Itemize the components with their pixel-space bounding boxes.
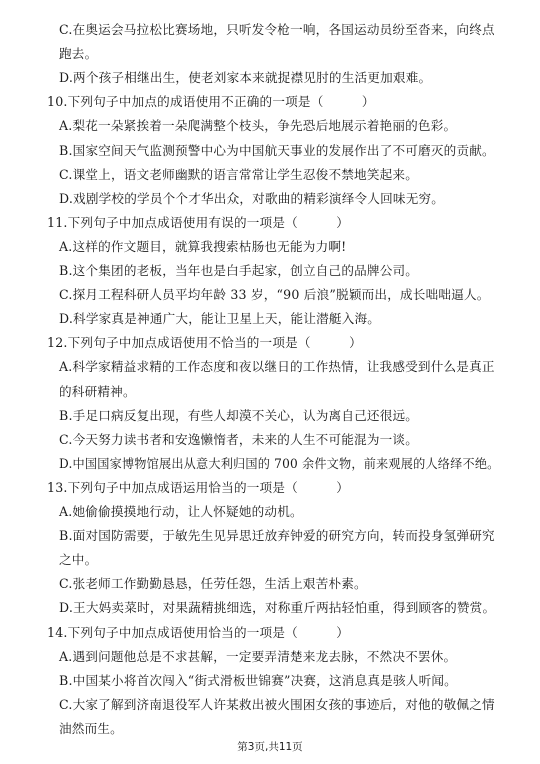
answer-option: C.今天努力读书者和安逸懒惰者，未来的人生不可能混为一谈。 <box>59 431 419 447</box>
text-continuation: 油然而生。 <box>59 720 123 736</box>
answer-option: A.梨花一朵紧挨着一朵爬满整个枝头，争先恐后地展示着艳丽的色彩。 <box>59 118 457 134</box>
text-continuation: 跑去。 <box>59 46 98 62</box>
question-stem: 14.下列句子中加点成语使用恰当的一项是（ ） <box>47 624 350 640</box>
answer-option: C.张老师工作勤勤恳恳，任劳任怨，生活上艰苦朴素。 <box>59 576 367 592</box>
answer-option: B.手足口病反复出现，有些人却漠不关心，认为离自己还很远。 <box>59 407 419 423</box>
answer-option: D.戏剧学校的学员个个才华出众，对歌曲的精彩演绎令人回味无穷。 <box>59 190 445 206</box>
answer-option: D.中国国家博物馆展出从意大利归国的 700 余件文物，前来观展的人络绎不绝。 <box>59 455 500 471</box>
question-stem: 12.下列句子中加点成语使用不恰当的一项是（ ） <box>47 335 362 351</box>
text-continuation: 的科研精神。 <box>59 383 136 399</box>
answer-option: D.王大妈卖菜时，对果蔬精挑细选，对称重斤两拈轻怕重，得到顾客的赞赏。 <box>59 600 496 616</box>
question-stem: 13.下列句子中加点成语运用恰当的一项是（ ） <box>47 479 350 495</box>
answer-option: B.国家空间天气监测预警中心为中国航天事业的发展作出了不可磨灭的贡献。 <box>59 142 495 158</box>
answer-option: B.中国某小将首次闯入“街式滑板世锦赛”决赛，这消息真是骇人听闻。 <box>59 672 457 688</box>
answer-option: B.这个集团的老板，当年也是白手起家，创立自己的品牌公司。 <box>59 263 419 278</box>
answer-option: D.两个孩子相继出生，使老刘家本来就捉襟见肘的生活更加艰难。 <box>59 70 432 86</box>
text-continuation: 之中。 <box>59 552 98 568</box>
page-footer: 第3页,共11页 <box>237 741 303 753</box>
answer-option: C.探月工程科研人员平均年龄 33 岁，“90 后浪”脱颖而出，成长咄咄逼人。 <box>59 287 490 303</box>
answer-option: C.大家了解到济南退役军人许某救出被火围困女孩的事迹后，对他的敬佩之情 <box>59 696 495 712</box>
answer-option: D.科学家真是神通广大，能让卫星上天，能让潜艇入海。 <box>59 311 381 327</box>
answer-option: A.她偷偷摸摸地行动，让人怀疑她的动机。 <box>59 504 303 519</box>
answer-option: A.科学家精益求精的工作态度和夜以继日的工作热情，让我感受到什么是真正 <box>59 359 495 375</box>
answer-option: A.这样的作文题目，就算我搜索枯肠也无能为力啊! <box>59 238 347 254</box>
question-stem: 11.下列句子中加点成语使用有误的一项是（ ） <box>47 214 350 230</box>
answer-option: B.面对国防需要，于敏先生见异思迁放弃钟爱的研究方向，转而投身氢弹研究 <box>59 528 495 544</box>
question-stem: 10.下列句子中加点的成语使用不正确的一项是（ ） <box>47 94 375 110</box>
answer-option: A.遇到问题他总是不求甚解，一定要弄清楚来龙去脉，不然决不罢休。 <box>59 648 457 664</box>
answer-option: C.课堂上，语文老师幽默的语言常常让学生忍俊不禁地笑起来。 <box>59 166 419 182</box>
answer-option: C.在奥运会马拉松比赛场地，只听发令枪一响，各国运动员纷至沓来，向终点 <box>59 22 495 37</box>
